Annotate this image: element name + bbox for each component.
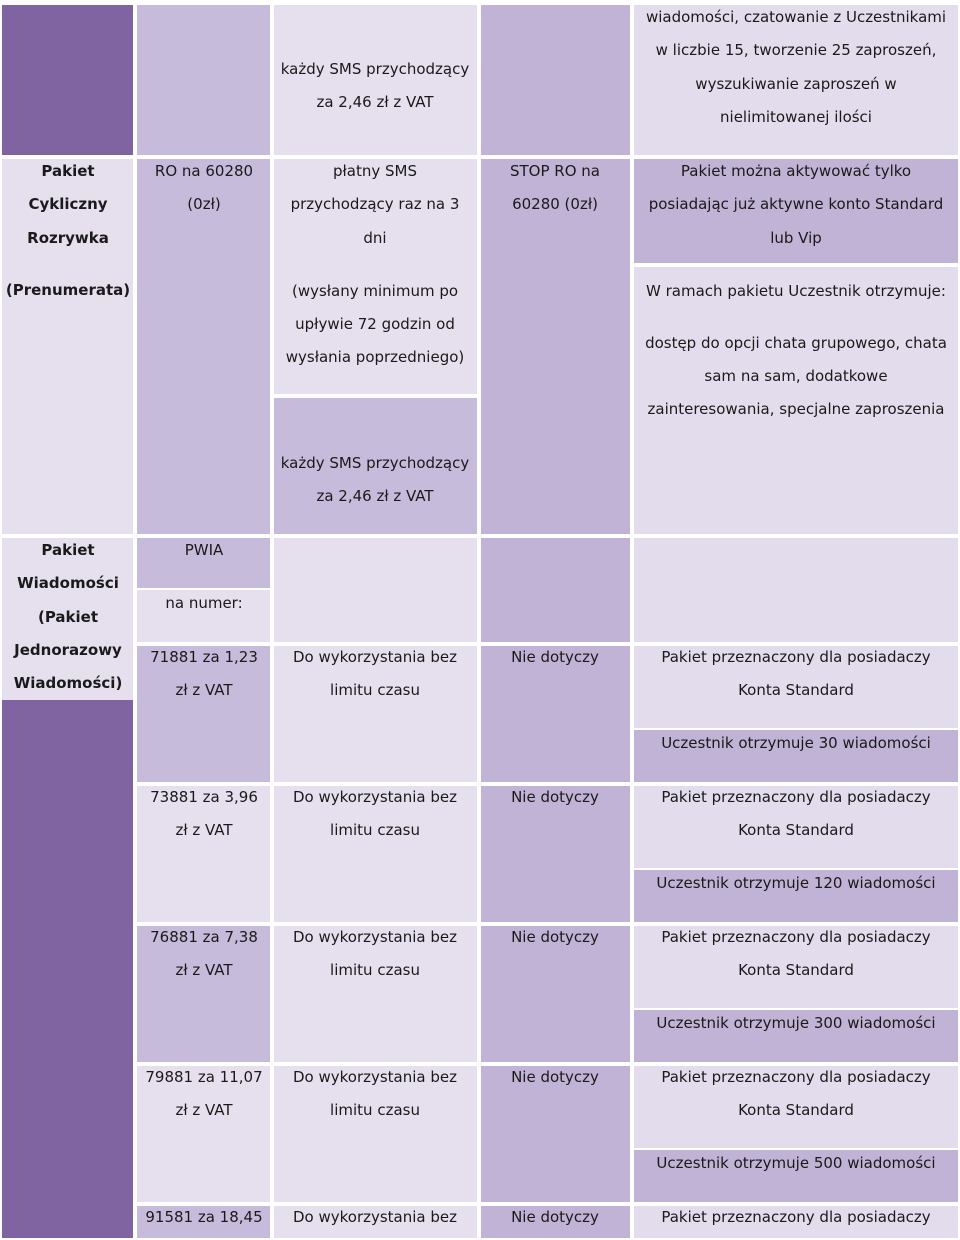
row-ilosc: Uczestnik otrzymuje 500 wiadomości [656,1154,936,1172]
rozrywka-warunek-line: Pakiet można aktywować tylko [680,162,912,180]
col2-top [137,5,270,155]
row-warunek-line: Konta Standard [738,681,854,699]
row-dezaktywacja: Nie dotyczy [511,1208,599,1226]
rozrywka-warunek-line: lub Vip [770,229,822,247]
rozrywka-label-line: (Prenumerata) [5,281,131,299]
row-okres-line: limitu czasu [330,961,420,979]
col5-wiad-top [634,538,958,642]
col3-wiad-top [274,538,477,642]
row-number-line: zł z VAT [175,821,233,839]
rozrywka-okres-line: upływie 72 godzin od [295,315,455,333]
row-number-line: 71881 za 1,23 [150,648,258,666]
rozrywka-zawartosc-line: sam na sam, dodatkowe [704,367,888,385]
rozrywka-okres-line: wysłania poprzedniego) [285,348,465,366]
row-okres-line: Do wykorzystania bez [292,928,458,946]
row-okres-line: Do wykorzystania bez [292,648,458,666]
top-opis-line: wyszukiwanie zaproszeń w [695,75,897,93]
top-sms-line: za 2,46 zł z VAT [316,93,434,111]
rozrywka-warunek-line: posiadając już aktywne konto Standard [648,195,944,213]
col3-top [274,5,477,155]
top-opis-line: w liczbie 15, tworzenie 25 zaproszeń, [655,41,937,59]
row-dezaktywacja: Nie dotyczy [511,648,599,666]
wiadomosci-label-line: Wiadomości [17,574,119,592]
row-warunek-line: Pakiet przeznaczony dla posiadaczy [661,1208,931,1226]
wiadomosci-numer-label: na numer: [165,594,243,612]
col4-top [481,5,630,155]
rozrywka-label-line: Rozrywka [27,229,109,247]
wiadomosci-label-line: (Pakiet [37,608,99,626]
rozrywka-aktywacja-line: RO na 60280 [154,162,254,180]
top-opis-line: wiadomości, czatowanie z Uczestnikami [645,8,947,26]
wiadomosci-kod: PWIA [184,541,224,559]
row-warunek-line: Konta Standard [738,961,854,979]
rozrywka-zawartosc-line: dostęp do opcji chata grupowego, chata [645,334,947,352]
row-ilosc: Uczestnik otrzymuje 120 wiadomości [656,874,936,892]
row-ilosc: Uczestnik otrzymuje 30 wiadomości [661,734,931,752]
row-okres-line: Do wykorzystania bez [292,788,458,806]
row-number-line: zł z VAT [175,1101,233,1119]
row-warunek-line: Pakiet przeznaczony dla posiadaczy [661,928,931,946]
row-okres-line: limitu czasu [330,1101,420,1119]
row-number-line: 91581 za 18,45 [145,1208,263,1226]
rozrywka-dezaktywacja-line: STOP RO na [510,162,600,180]
row-okres-line: limitu czasu [330,821,420,839]
row-ilosc: Uczestnik otrzymuje 300 wiadomości [656,1014,936,1032]
label-cell-rozrywka [2,159,133,534]
rozrywka-okres-line: dni [363,229,387,247]
label-cell-top [2,5,133,155]
top-sms-line: każdy SMS przychodzący [280,60,470,78]
rozrywka-sms-line: za 2,46 zł z VAT [316,487,434,505]
row-number-line: 79881 za 11,07 [145,1068,263,1086]
rozrywka-label-line: Pakiet [41,162,95,180]
wiadomosci-label-line: Pakiet [41,541,95,559]
rozrywka-aktywacja-line: (0zł) [187,195,221,213]
row-number-line: 73881 za 3,96 [150,788,258,806]
col4-wiad-top [481,538,630,642]
row-number-line: zł z VAT [175,961,233,979]
row-dezaktywacja: Nie dotyczy [511,928,599,946]
row-number-line: 76881 za 7,38 [150,928,258,946]
rozrywka-dezaktywacja-line: 60280 (0zł) [512,195,598,213]
rozrywka-zawartosc-title: W ramach pakietu Uczestnik otrzymuje: [646,282,946,300]
label-cell-wiadomosci-bar [2,700,133,1238]
row-warunek-line: Konta Standard [738,1101,854,1119]
rozrywka-okres-line: (wysłany minimum po [291,282,459,300]
row-okres-line: limitu czasu [330,681,420,699]
top-opis-line: nielimitowanej ilości [720,108,872,126]
rozrywka-okres-line: płatny SMS [333,162,417,180]
row-warunek-line: Konta Standard [738,821,854,839]
row-dezaktywacja: Nie dotyczy [511,788,599,806]
wiadomosci-label-line: Jednorazowy [14,641,122,659]
row-number-line: zł z VAT [175,681,233,699]
row-warunek-line: Pakiet przeznaczony dla posiadaczy [661,1068,931,1086]
col2-rozrywka [137,159,270,534]
rozrywka-sms-line: każdy SMS przychodzący [280,454,470,472]
row-warunek-line: Pakiet przeznaczony dla posiadaczy [661,648,931,666]
wiadomosci-label-line: Wiadomości) [13,674,123,692]
row-okres-line: Do wykorzystania bez [292,1208,458,1226]
col4-rozrywka [481,159,630,534]
row-warunek-line: Pakiet przeznaczony dla posiadaczy [661,788,931,806]
rozrywka-label-line: Cykliczny [28,195,108,213]
row-okres-line: Do wykorzystania bez [292,1068,458,1086]
row-dezaktywacja: Nie dotyczy [511,1068,599,1086]
rozrywka-zawartosc-line: zainteresowania, specjalne zaproszenia [647,400,945,418]
rozrywka-okres-line: przychodzący raz na 3 [290,195,460,213]
